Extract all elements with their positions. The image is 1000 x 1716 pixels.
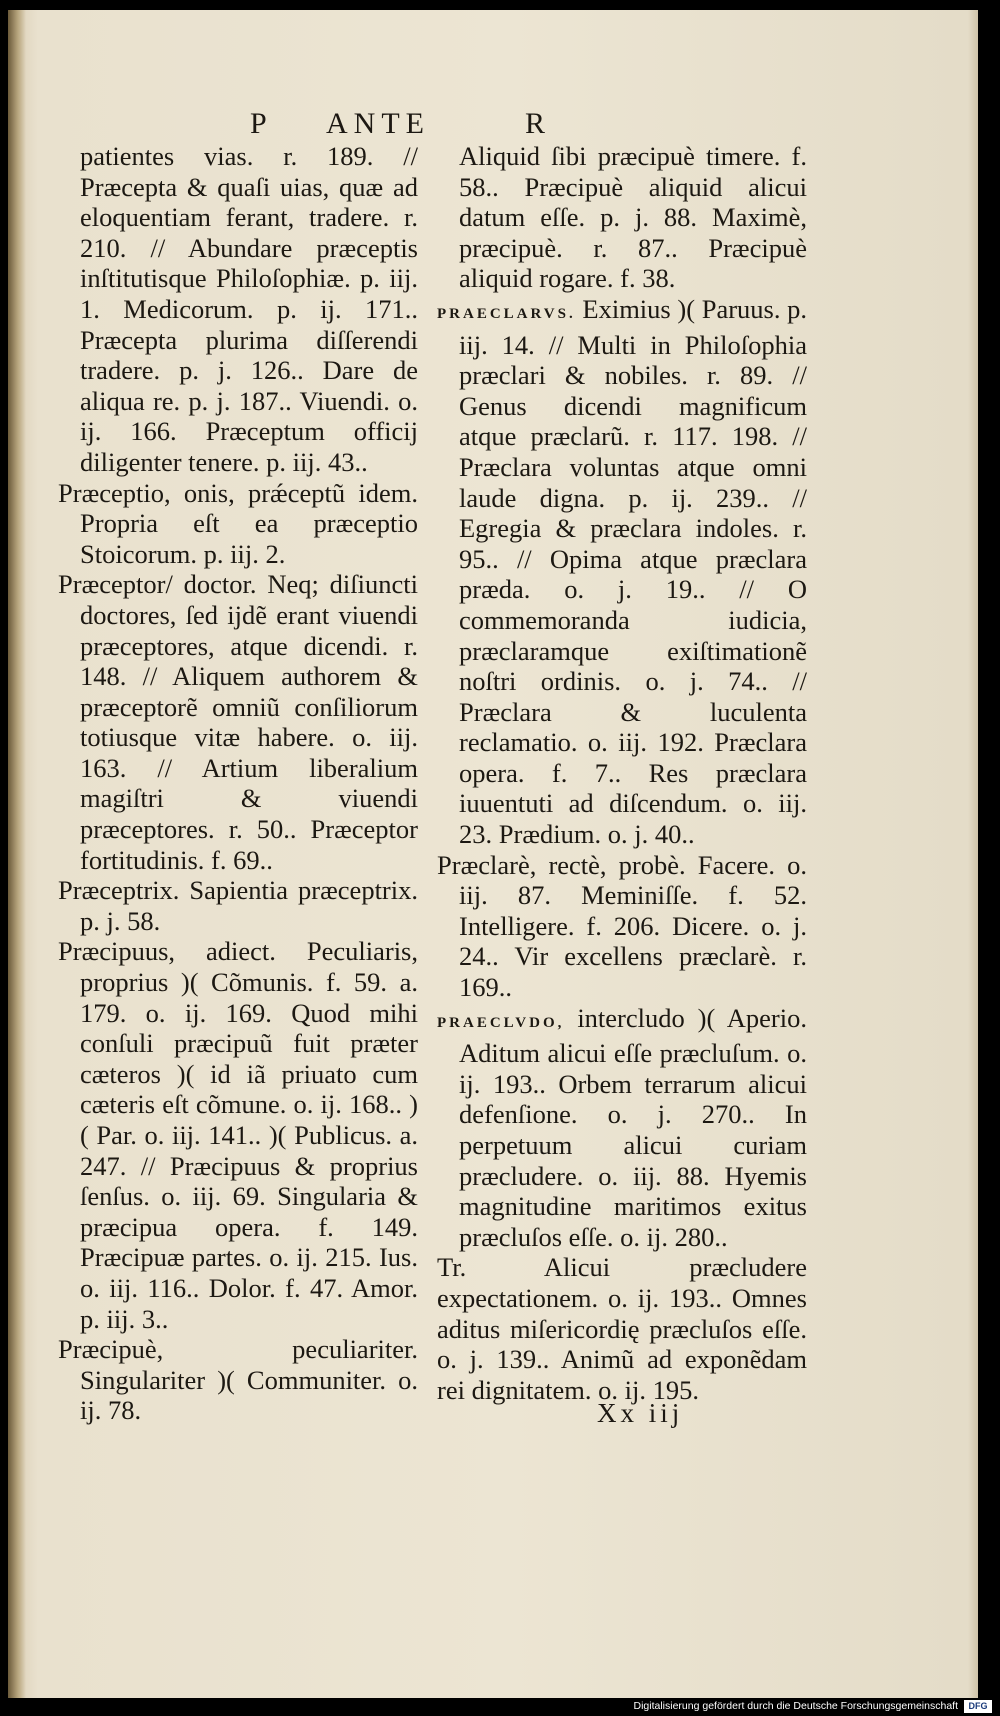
headword: PRAECLVDO, (437, 1014, 565, 1031)
dictionary-entry (437, 294, 807, 850)
headword: PRAECLARVS. (437, 305, 576, 322)
running-head (250, 107, 610, 141)
dictionary-entry: Aliquid ſibi præcipuè timere. f. 58.. Præcipuè aliquid alicui datum eſſe. p. j. 88. Maximè, præcipuè. r. 87.. Præcipuè aliquid rogare. f. 38. (459, 141, 807, 294)
running-head-right: R (525, 107, 546, 140)
dictionary-entry: Præceptor/ doctor. Neq; diſiuncti doctores, ſed ijdẽ erant viuendi præceptores, atque dicendi. r. 148. // Aliquem authorem & præceptorẽ omniũ conſiliorum totiusque vitæ habere. o. iij. 163. // Artium liberalium magiſtri & viuendi præceptores. r. 50.. Præceptor fortitudinis. f. 69.. (58, 569, 418, 875)
dfg-logo: DFG (964, 1700, 992, 1713)
left-column (58, 141, 418, 1426)
right-column (437, 141, 807, 1405)
signature-mark: Xx iij (597, 1398, 684, 1428)
dictionary-entry: Præcipuè, peculiariter. Singulariter )( Communiter. o. ij. 78. (58, 1334, 418, 1426)
dictionary-entry: Tr. Alicui præcludere expectationem. o. ij. 193.. Omnes aditus miſericordię præcluſos eſſe. o. j. 139.. Animũ ad exponẽdam rei dignitatem. o. ij. 195. (437, 1252, 807, 1405)
dictionary-entry: Præcipuus, adiect. Peculiaris, proprius )( Cõmunis. f. 59. a. 179. o. ij. 169. Quod mihi conſuli præcipuũ fuit præter cæteros )( id iã priuato cum cæteris eſt cõmune. o. ij. 168.. )( Par. o. iij. 141.. )( Publicus. a. 247. // Præcipuus & proprius ſenſus. o. iij. 69. Singularia & præcipua opera. f. 149. Præcipuæ partes. o. ij. 215. Ius. o. iij. 116.. Dolor. f. 47. Amor. p. iij. 3.. (58, 936, 418, 1334)
running-head-left: P (250, 107, 267, 140)
running-head-center: ANTE (326, 107, 430, 140)
entry-body: intercludo )( Aperio. Aditum alicui eſſe præcluſum. o. ij. 193.. Orbem terrarum alicui defenſione. o. j. 270.. In perpetuum alicui curiam præcludere. o. iij. 88. Hyemis magnitudine maritimos exitus præcluſos eſſe. o. ij. 280.. (459, 1002, 807, 1252)
footer-credit: Digitalisierung gefördert durch die Deutsche Forschungsgemeinschaft (633, 1700, 958, 1712)
dictionary-entry (437, 1003, 807, 1253)
dictionary-entry: patientes vias. r. 189. // Præcepta & quaſi uias, quæ ad eloquentiam ferant, tradere. r. 210. // Abundare præceptis inſtitutisque Philoſophiæ. p. iij. 1. Medicorum. p. ij. 171.. Præcepta plurima diſſerendi tradere. p. j. 126.. Dare de aliqua re. p. j. 187.. Viuendi. o. ij. 166. Præceptum officij diligenter tenere. p. iij. 43.. (80, 141, 418, 477)
entry-body: Eximius )( Paruus. p. iij. 14. // Multi in Philoſophia præclari & nobiles. r. 89. // Genus dicendi magnificum atque præclarũ. r. 117. 198. // Præclara voluntas atque omni laude digna. p. ij. 239.. // Egregia & præclara indoles. r. 95.. // Opima atque præclara præda. o. j. 19.. // O commemoranda iudicia, præclaramque exiſtimationẽ noſtri ordinis. o. j. 74.. // Præclara & luculenta reclamatio. o. iij. 192. Præclara opera. f. 7.. Res præclara iuuentuti ad diſcendum. o. iij. 23. Prædium. o. j. 40.. (459, 293, 807, 850)
dictionary-entry: Præceptrix. Sapientia præceptrix. p. j. 58. (58, 875, 418, 936)
dictionary-entry: Præclarè, rectè, probè. Facere. o. iij. 87. Meminiſſe. f. 52. Intelligere. f. 206. Dicere. o. j. 24.. Vir excellens præclarè. r. 169.. (437, 849, 807, 1003)
dictionary-entry: Præceptio, onis, prǽceptũ idem. Propria eſt ea præceptio Stoicorum. p. iij. 2. (58, 477, 418, 569)
spine-shadow (8, 10, 26, 1698)
